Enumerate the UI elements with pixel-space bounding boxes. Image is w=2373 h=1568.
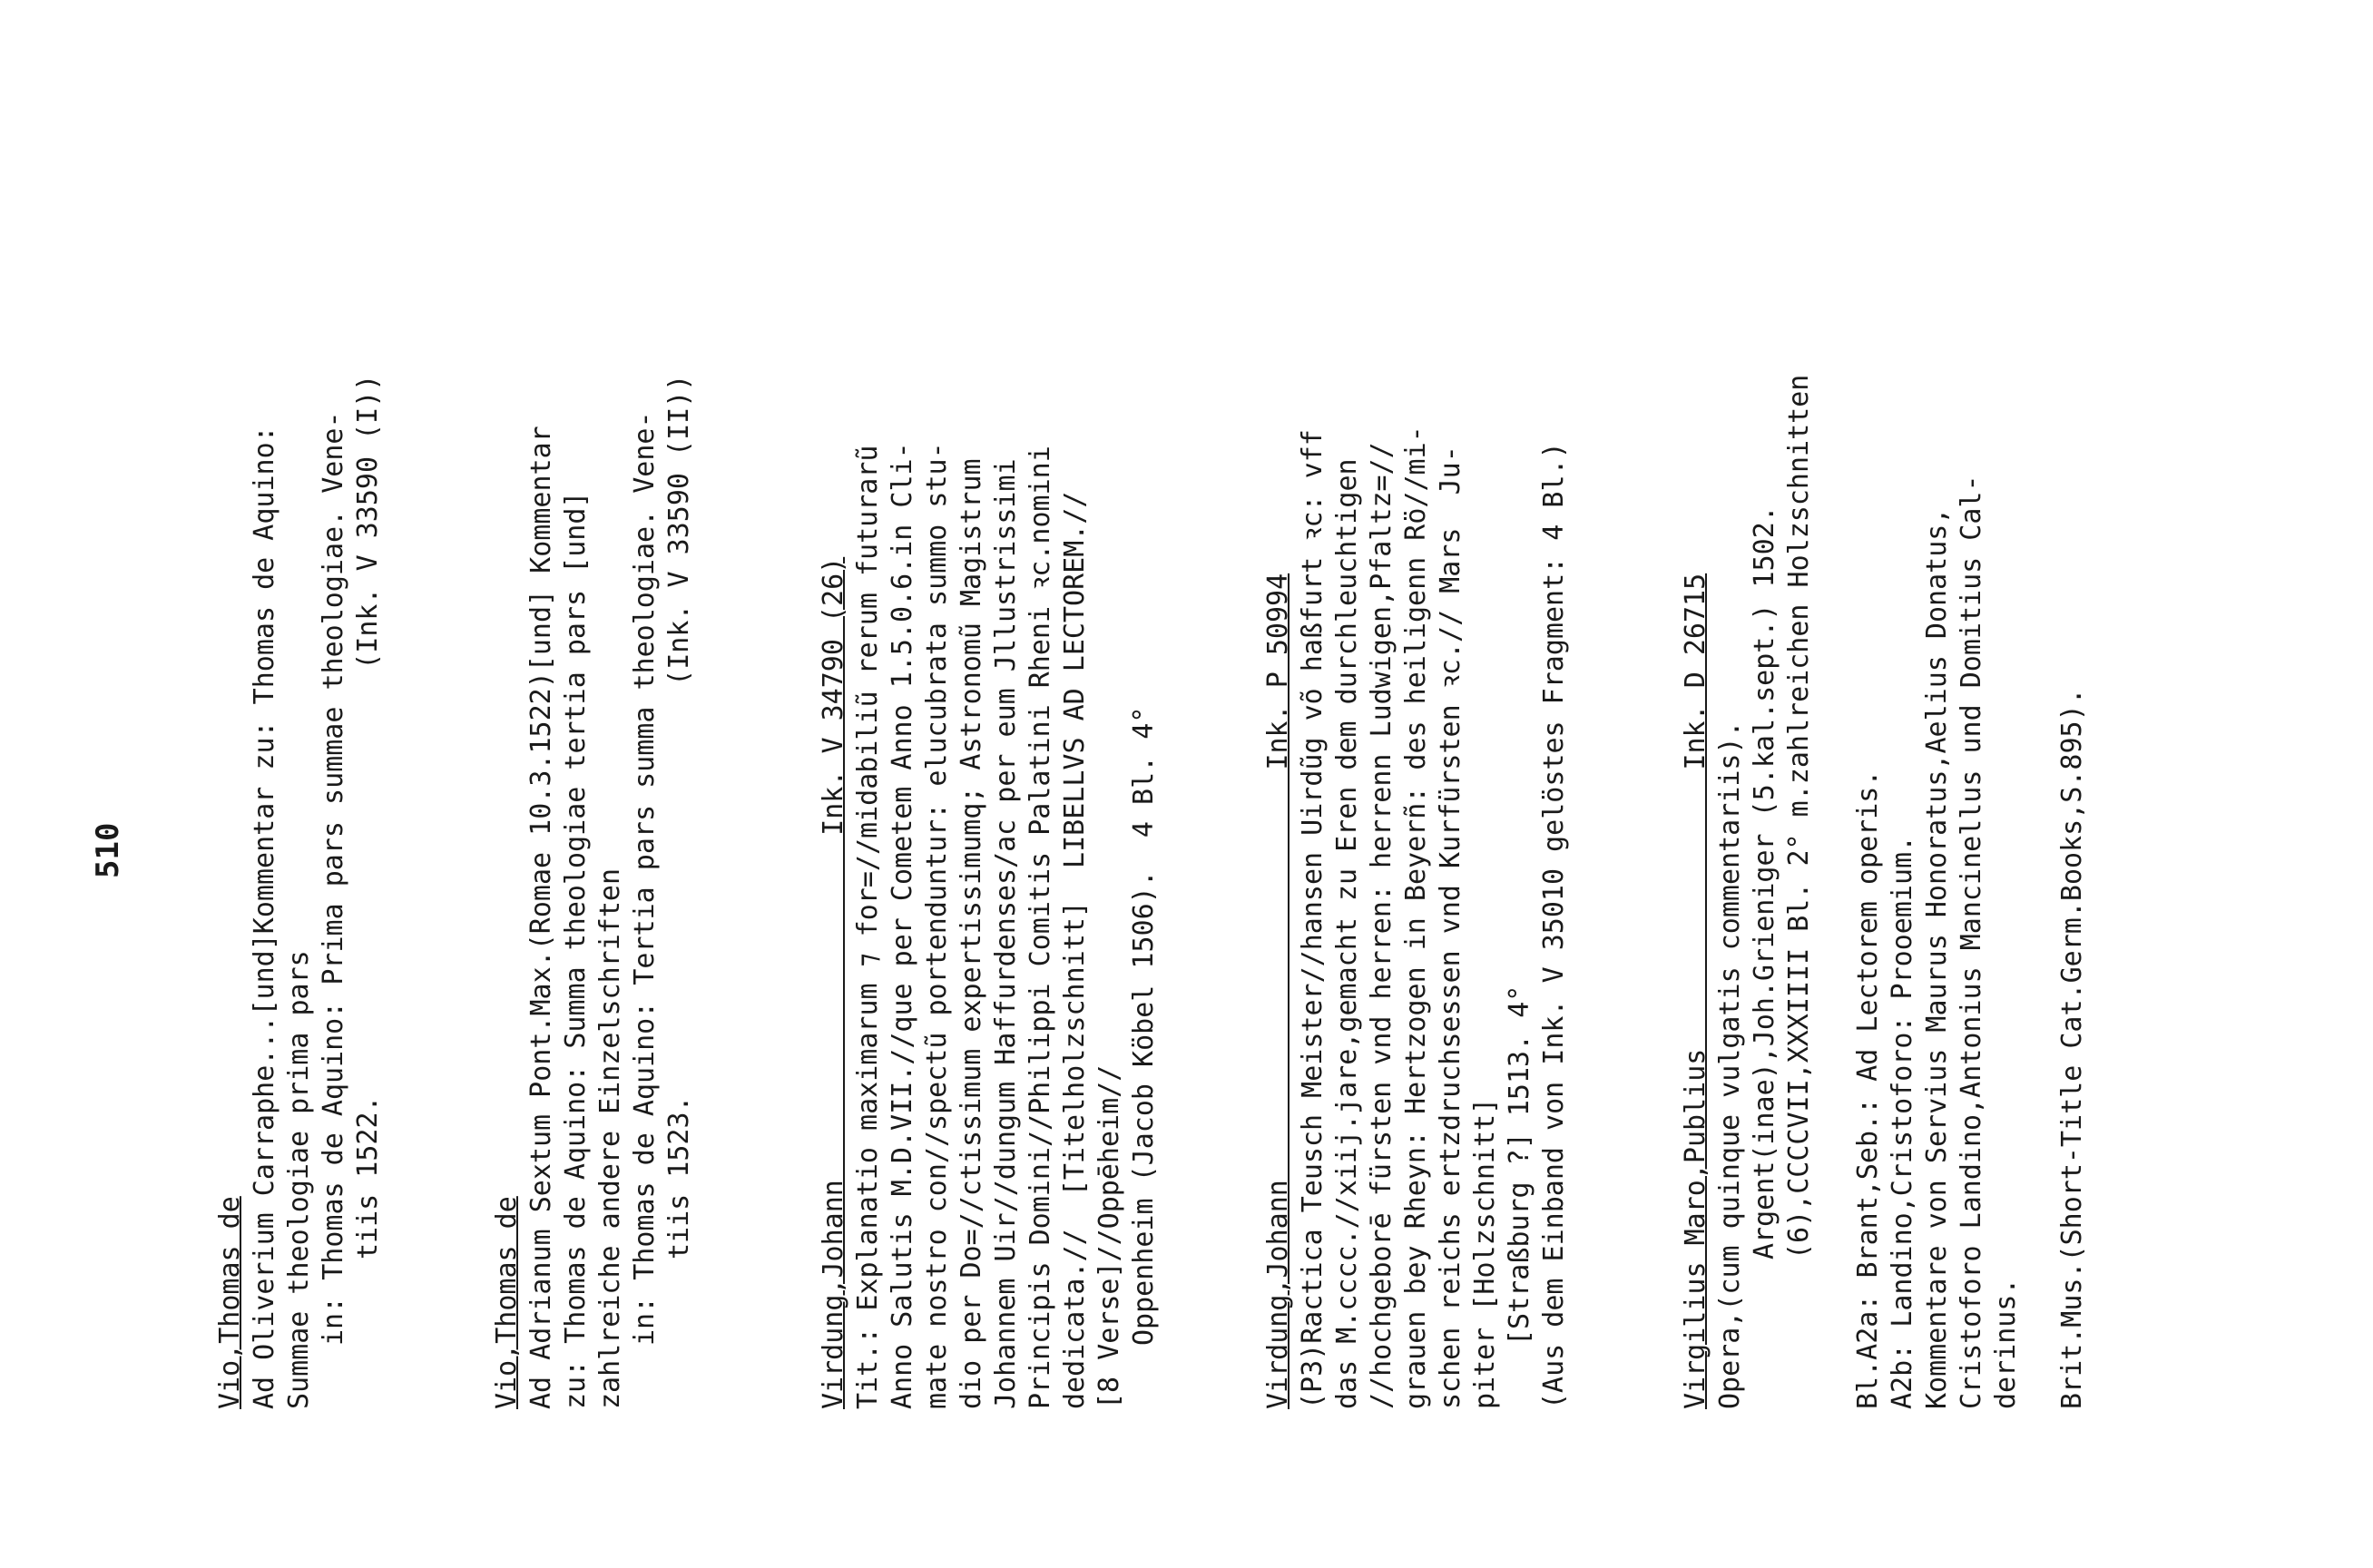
catalogue-entry-contents bbox=[1851, 0, 2024, 1409]
entry-line: Summae theologiae prima pars bbox=[283, 950, 315, 1409]
entry-line: (6),CCCCVII,XXXIIII Bl. 2° m.zahlreichen Holzschnitten bbox=[1783, 374, 1815, 1259]
entry-line: (P3)Ractica Teusch Meister//hansen Uirdũg võ haßfurt ꝛc: vff bbox=[1297, 429, 1329, 1409]
entry-heading: Virdung,Johann Ink. P 50994 bbox=[1262, 573, 1294, 1409]
entry-line: //hochgeborē fürsten vnd herren: herrenn Ludwigen,Pfaltz=// bbox=[1366, 442, 1397, 1409]
entry-line: (Aus dem Einband von Ink. V 35010 gelöstes Fragment: 4 Bl.) bbox=[1538, 442, 1570, 1409]
entry-heading: Virgilius Maro,Publius Ink. D 26715 bbox=[1680, 573, 1711, 1409]
entry-heading: Vio,Thomas de bbox=[214, 1196, 246, 1409]
entry-line: zahlreiche andere Einzelschriften bbox=[594, 867, 626, 1409]
entry-line: in: Thomas de Aquino: Prima pars summae theologiae. Vene- bbox=[318, 411, 349, 1346]
entry-line: tiis 1523. (Ink. V 33590 (II)) bbox=[663, 374, 695, 1259]
entry-line: [8 Verse]//Oppēheim// bbox=[1093, 1064, 1125, 1409]
entry-line: dedicata.// [Titelholzschnitt] LIBELLVS AD LECTOREM.// bbox=[1059, 491, 1091, 1409]
entry-line: Principis Domini//Philippi Comitis Palatini Rheni ꝛc.nomini bbox=[1025, 446, 1056, 1409]
entry-line: Tit.: Explanatio maximarum ⁊ for=//midabiliũ rerum futurarũ bbox=[852, 445, 884, 1409]
entry-line: Ad Adrianum Sextum Pont.Max.(Romae 10.3.1522)[und] Kommentar bbox=[525, 426, 557, 1409]
entry-line: Bl.A2a: Brant,Seb.: Ad Lectorem operis. bbox=[1852, 769, 1884, 1409]
catalogue-entry-vio-1 bbox=[213, 0, 386, 1409]
entry-line: schen reichs ertzdruchsessen vnd Kurfürsten ꝛc.// Mars Ju- bbox=[1435, 446, 1466, 1409]
entry-heading: Vio,Thomas de bbox=[491, 1196, 523, 1409]
entry-line: zu: Thomas de Aquino: Summa theologiae tertia pars [und] bbox=[560, 491, 592, 1409]
entry-line: Brit.Mus.(Short-Title Cat.Germ.Books,S.895). bbox=[2056, 688, 2088, 1409]
entry-line: das M.cccc.//xiij.jare,gemacht zu Eren dem durchleuchtigen bbox=[1331, 458, 1363, 1409]
entry-line: Anno Salutis M.D.VII.//que per Cometem Anno 1.5.0.6.in Cli- bbox=[887, 442, 918, 1409]
entry-line: [Straßburg ?] 1513. 4° bbox=[1504, 985, 1535, 1346]
entry-line: piter [Holzschnitt] bbox=[1469, 1097, 1501, 1409]
catalogue-entry-virdung-1506 bbox=[817, 0, 1162, 1409]
entry-line: in: Thomas de Aquino: Tertia pars summa theologiae. Vene- bbox=[629, 411, 661, 1346]
catalogue-entry-virdung-1513 bbox=[1261, 0, 1572, 1409]
entry-line: tiis 1522. (Ink. V 33590 (I)) bbox=[352, 374, 384, 1259]
entry-heading: Virdung,Johann Ink. V 34790 (26) bbox=[818, 556, 849, 1409]
entry-line: Johannem Uir//dungum Haffurdenses/ac per eum Jllustrissimi bbox=[990, 458, 1022, 1409]
entry-line: Oppenheim (Jacob Köbel 1506). 4 Bl. 4° bbox=[1128, 706, 1160, 1346]
entry-line: Kommentare von Servius Maurus Honoratus,Aelius Donatus, bbox=[1921, 507, 1953, 1409]
entry-line: Ad Oliverium Carraphe...[und]Kommentar zu: Thomas de Aquino: bbox=[249, 426, 280, 1409]
catalogue-entry-virgilius bbox=[1679, 0, 1817, 1409]
entry-line: A2b: Landino,Cristoforo: Prooemium. bbox=[1887, 835, 1918, 1409]
entry-line: Cristoforo Landino,Antonius Mancinellus und Domitius Cal- bbox=[1956, 475, 1987, 1409]
catalogue-entry-vio-2 bbox=[490, 0, 697, 1409]
catalogue-entry-reference bbox=[2055, 0, 2090, 1409]
entry-line: Opera,(cum quinque vulgatis commentariis). bbox=[1714, 720, 1746, 1409]
entry-line: mate nostro con//spectũ portenduntur: elucubrata summo stu- bbox=[921, 442, 953, 1409]
page-number: 510 bbox=[90, 822, 126, 878]
entry-line: dio per Do=//ctissimum expertissimumq; Astronomũ Magistrum bbox=[956, 458, 987, 1409]
entry-line: derinus. bbox=[1990, 1278, 2022, 1409]
entry-line: grauen bey Rheyn: Hertzogen in Beyerñ: des heiligenn Rö//mi- bbox=[1400, 426, 1432, 1409]
entry-line: Argent(inae),Joh.Grieniger (5.kal.sept.) 1502. bbox=[1749, 505, 1780, 1259]
